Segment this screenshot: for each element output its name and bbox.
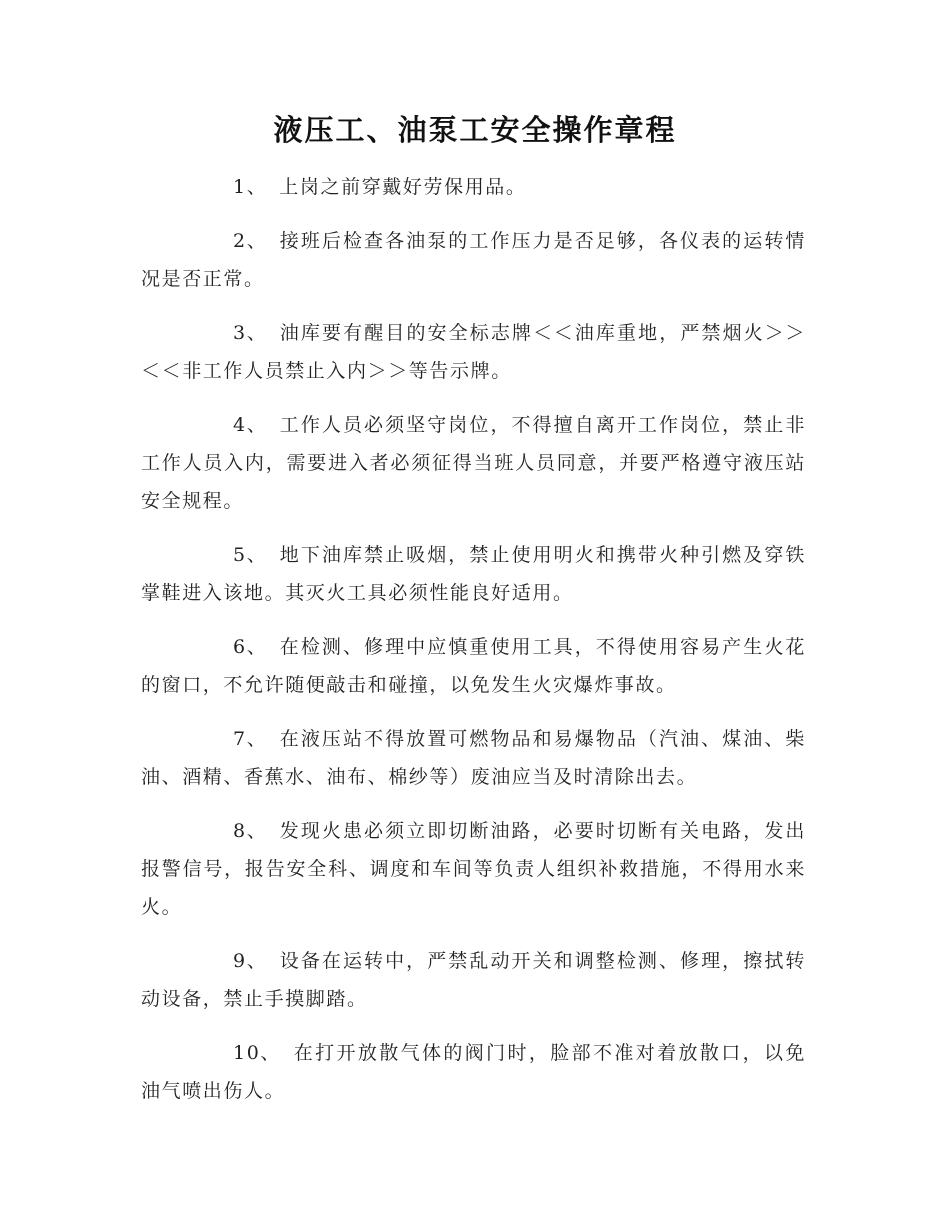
rule-item-9 xyxy=(141,942,806,1018)
rule-number: 5、 xyxy=(233,544,268,566)
rule-number: 10、 xyxy=(233,1042,281,1064)
rule-item-1 xyxy=(141,168,806,206)
rule-item-5 xyxy=(141,536,806,612)
rule-number: 9、 xyxy=(233,950,268,972)
rule-text: 在液压站不得放置可燃物品和易爆物品（汽油、煤油、柴油、酒精、香蕉水、油布、棉纱等）废油应当及时清除出去。 xyxy=(141,728,806,788)
rule-text: 上岗之前穿戴好劳保用品。 xyxy=(279,176,527,198)
document-body xyxy=(141,168,806,1110)
rule-item-10 xyxy=(141,1034,806,1110)
rule-text: 设备在运转中，严禁乱动开关和调整检测、修理，擦拭转动设备，禁止手摸脚踏。 xyxy=(141,950,806,1010)
rule-item-3 xyxy=(141,314,806,390)
rule-text: 接班后检查各油泵的工作压力是否足够，各仪表的运转情况是否正常。 xyxy=(141,230,806,290)
rule-item-4 xyxy=(141,406,806,520)
rule-number: 4、 xyxy=(233,414,268,436)
rule-number: 8、 xyxy=(233,820,268,842)
rule-number: 6、 xyxy=(233,636,268,658)
rule-text: 地下油库禁止吸烟，禁止使用明火和携带火种引燃及穿铁掌鞋进入该地。其灭火工具必须性能良好适用。 xyxy=(141,544,806,604)
rule-item-7 xyxy=(141,720,806,796)
rule-number: 2、 xyxy=(233,230,268,252)
rule-text: 发现火患必须立即切断油路，必要时切断有关电路，发出报警信号，报告安全科、调度和车间等负责人组织补救措施，不得用水来火。 xyxy=(141,820,806,918)
rule-text: 在打开放散气体的阀门时，脸部不准对着放散口，以免油气喷出伤人。 xyxy=(141,1042,806,1102)
rule-item-2 xyxy=(141,222,806,298)
rule-text: 在检测、修理中应慎重使用工具，不得使用容易产生火花的窗口，不允许随便敲击和碰撞，以免发生火灾爆炸事故。 xyxy=(141,636,806,696)
rule-item-6 xyxy=(141,628,806,704)
rule-number: 7、 xyxy=(233,728,268,750)
rule-number: 3、 xyxy=(233,322,268,344)
rule-number: 1、 xyxy=(233,176,268,198)
rule-text: 油库要有醒目的安全标志牌＜＜油库重地，严禁烟火＞＞＜＜非工作人员禁止入内＞＞等告示牌。 xyxy=(141,322,806,382)
rule-item-8 xyxy=(141,812,806,926)
rule-text: 工作人员必须坚守岗位，不得擅自离开工作岗位，禁止非工作人员入内，需要进入者必须征得当班人员同意，并要严格遵守液压站安全规程。 xyxy=(141,414,806,512)
document-title: 液压工、油泵工安全操作章程 xyxy=(273,113,677,147)
